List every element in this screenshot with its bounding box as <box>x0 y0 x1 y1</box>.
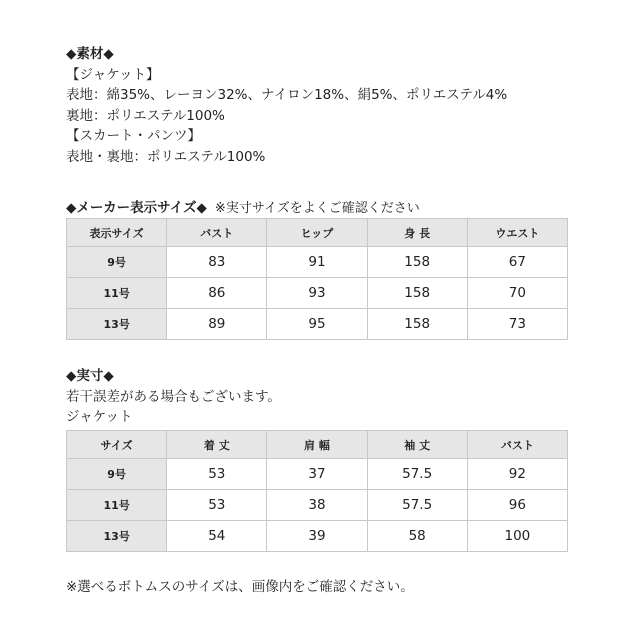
table-cell: 38 <box>267 490 367 521</box>
table-header-cell: 表示サイズ <box>67 219 167 247</box>
table-row <box>67 521 568 552</box>
table-header-cell: 肩 幅 <box>267 431 367 459</box>
table-cell: 95 <box>267 309 367 340</box>
table-cell: 70 <box>467 278 567 309</box>
table-header-cell: 身 長 <box>367 219 467 247</box>
skirt-pants-fabric: 表地・裏地：ポリエステル100% <box>66 148 266 165</box>
skirt-pants-label: 【スカート・パンツ】 <box>66 128 201 144</box>
table-row <box>67 278 568 309</box>
table-header-row <box>67 431 568 459</box>
footer-note: ※選べるボトムスのサイズは、画像内をご確認ください。 <box>66 579 414 595</box>
maker-size-heading: ◆メーカー表示サイズ◆ <box>66 200 207 216</box>
table-header-cell: バスト <box>167 219 267 247</box>
table-header-cell: 袖 丈 <box>367 431 467 459</box>
table-row-label: 9号 <box>67 459 167 490</box>
table-cell: 91 <box>267 247 367 278</box>
table-cell: 89 <box>167 309 267 340</box>
table-cell: 53 <box>167 490 267 521</box>
table-cell: 158 <box>367 247 467 278</box>
table-cell: 37 <box>267 459 367 490</box>
table-cell: 86 <box>167 278 267 309</box>
table-cell: 100 <box>467 521 567 552</box>
maker-size-table <box>66 218 568 340</box>
materials-section <box>66 44 507 167</box>
table-header-row <box>67 219 568 247</box>
table-row-label: 13号 <box>67 309 167 340</box>
table-row <box>67 490 568 521</box>
table-cell: 96 <box>467 490 567 521</box>
table-cell: 158 <box>367 278 467 309</box>
jacket-label: 【ジャケット】 <box>66 66 160 83</box>
table-cell: 67 <box>467 247 567 278</box>
actual-size-section <box>66 366 281 428</box>
table-cell: 93 <box>267 278 367 309</box>
table-cell: 57.5 <box>367 459 467 490</box>
table-row-label: 11号 <box>67 490 167 521</box>
table-header-cell: ヒップ <box>267 219 367 247</box>
table-row-label: 9号 <box>67 247 167 278</box>
table-cell: 58 <box>367 521 467 552</box>
jacket-outer-fabric: 表地：綿35%、レーヨン32%、ナイロン18%、絹5%、ポリエステル4% <box>66 87 508 103</box>
actual-size-subtitle: ジャケット <box>66 409 133 425</box>
table-header-cell: バスト <box>467 431 567 459</box>
maker-size-note: ※実寸サイズをよくご確認ください <box>214 201 420 216</box>
table-header-cell: 着 丈 <box>167 431 267 459</box>
table-cell: 73 <box>467 309 567 340</box>
table-header-cell: ウエスト <box>467 219 567 247</box>
table-cell: 92 <box>467 459 567 490</box>
table-row-label: 11号 <box>67 278 167 309</box>
maker-size-heading-line <box>66 198 420 220</box>
table-cell: 158 <box>367 309 467 340</box>
jacket-lining-fabric: 裏地：ポリエステル100% <box>66 107 225 124</box>
actual-size-table <box>66 430 568 552</box>
table-cell: 57.5 <box>367 490 467 521</box>
actual-size-disclaimer: 若干誤差がある場合もございます。 <box>66 388 281 405</box>
table-row <box>67 309 568 340</box>
table-cell: 54 <box>167 521 267 552</box>
actual-size-heading: ◆実寸◆ <box>66 368 114 384</box>
materials-heading: ◆素材◆ <box>66 46 114 62</box>
table-row <box>67 247 568 278</box>
table-cell: 53 <box>167 459 267 490</box>
table-row <box>67 459 568 490</box>
table-cell: 83 <box>167 247 267 278</box>
table-row-label: 13号 <box>67 521 167 552</box>
table-cell: 39 <box>267 521 367 552</box>
table-header-cell: サイズ <box>67 431 167 459</box>
